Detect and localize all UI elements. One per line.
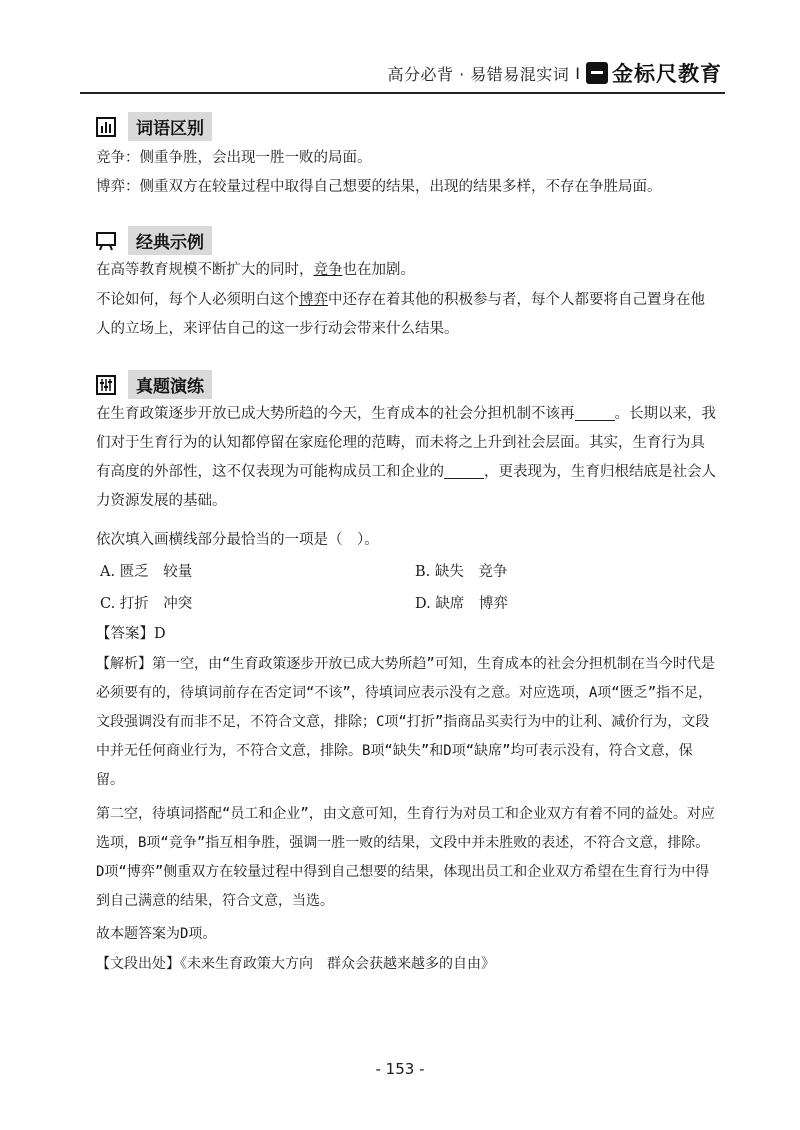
option-a: A. 匮乏 较量 — [100, 564, 193, 580]
header-separator: I — [575, 63, 580, 83]
page-number: - 153 - — [375, 1060, 425, 1078]
section-title: 词语区别 — [128, 112, 212, 141]
section-title: 真题演练 — [128, 370, 212, 399]
brand-name: 金标尺教育 — [612, 62, 722, 86]
question-passage — [96, 400, 716, 516]
example-text: 中还存在着其他的积极参与者，每个人都要将自己置身在他人的立场上，来评估自己的这一步行动会带来什么结果。 — [96, 292, 705, 337]
blank-line — [444, 466, 484, 479]
sliders-icon — [96, 375, 116, 395]
brand-logo-icon — [586, 62, 608, 84]
example-sentence-1 — [96, 256, 716, 285]
example-text: 不论如何，每个人必须明白这个 — [96, 292, 299, 308]
blank-line — [575, 408, 615, 421]
underlined-word: 博弈 — [299, 292, 328, 308]
page-header — [388, 58, 722, 88]
option-d: D. 缺席 博弈 — [415, 596, 508, 612]
question-text: 。长期以来，我们对于生育行为的认知都停留在家庭伦理的范畴，而未将之上升到社会层面。其实，生育行为具有高度的外部性，这不仅表现为可能构成员工和企业的 — [96, 406, 716, 480]
bar-chart-icon — [96, 117, 116, 137]
section-title: 经典示例 — [128, 226, 212, 255]
question-text: 在生育政策逐步开放已成大势所趋的今天，生育成本的社会分担机制不该再 — [96, 406, 575, 422]
blackboard-icon — [96, 231, 116, 251]
question-text: ，更表现为，生育归根结底是社会人力资源发展的基础。 — [96, 464, 716, 509]
example-text: 也在加剧。 — [342, 262, 415, 278]
underlined-word: 竞争 — [313, 262, 343, 278]
example-text: 在高等教育规模不断扩大的同时， — [96, 262, 314, 278]
section-heading-classic-examples — [96, 226, 212, 255]
header-divider — [80, 92, 725, 94]
passage-source: 【文段出处】《未来生育政策大方向 群众会获越来越多的自由》 — [96, 956, 495, 972]
conclusion: 故本题答案为D项。 — [96, 926, 217, 942]
definition-jingzheng: 竞争：侧重争胜，会出现一胜一败的局面。 — [96, 150, 372, 166]
section-heading-word-difference — [96, 112, 212, 141]
analysis-second-blank: 第二空，待填词搭配“员工和企业”，由文意可知，生育行为对员工和企业双方有着不同的益处。对应选项，B项“竞争”指互相争胜，强调一胜一败的结果，文段中并未胜败的表述，不符合文意，排除。D项“博弈”侧重双方在较量过程中得到自己想要的结果，体现出员工和企业双方希望在生育行为中得到自己满意的结果，符合文意，当选。 — [96, 806, 715, 909]
header-tag: 高分必背 · 易错易混实词 — [387, 64, 570, 84]
answer: 【答案】D — [96, 626, 166, 642]
example-sentence-2 — [96, 286, 716, 344]
definition-boyi: 博弈：侧重双方在较量过程中取得自己想要的结果，出现的结果多样，不存在争胜局面。 — [96, 179, 662, 195]
option-c: C. 打折 冲突 — [100, 596, 193, 612]
analysis-first-blank: 【解析】第一空，由“生育政策逐步开放已成大势所趋”可知，生育成本的社会分担机制在当今时代是必须要有的，待填词前存在否定词“不该”，待填词应表示没有之意。对应选项，A项“匮乏”指不足，文段强调没有而非不足，不符合文意，排除；C项“打折”指商品买卖行为中的让利、减价行为，文段中并无任何商业行为，不符合文意，排除。B项“缺失”和D项“缺席”均可表示没有，符合文意，保留。 — [96, 656, 715, 788]
question-prompt: 依次填入画横线部分最恰当的一项是（ ）。 — [96, 532, 379, 548]
section-heading-practice — [96, 370, 212, 399]
option-b: B. 缺失 竞争 — [415, 564, 508, 580]
